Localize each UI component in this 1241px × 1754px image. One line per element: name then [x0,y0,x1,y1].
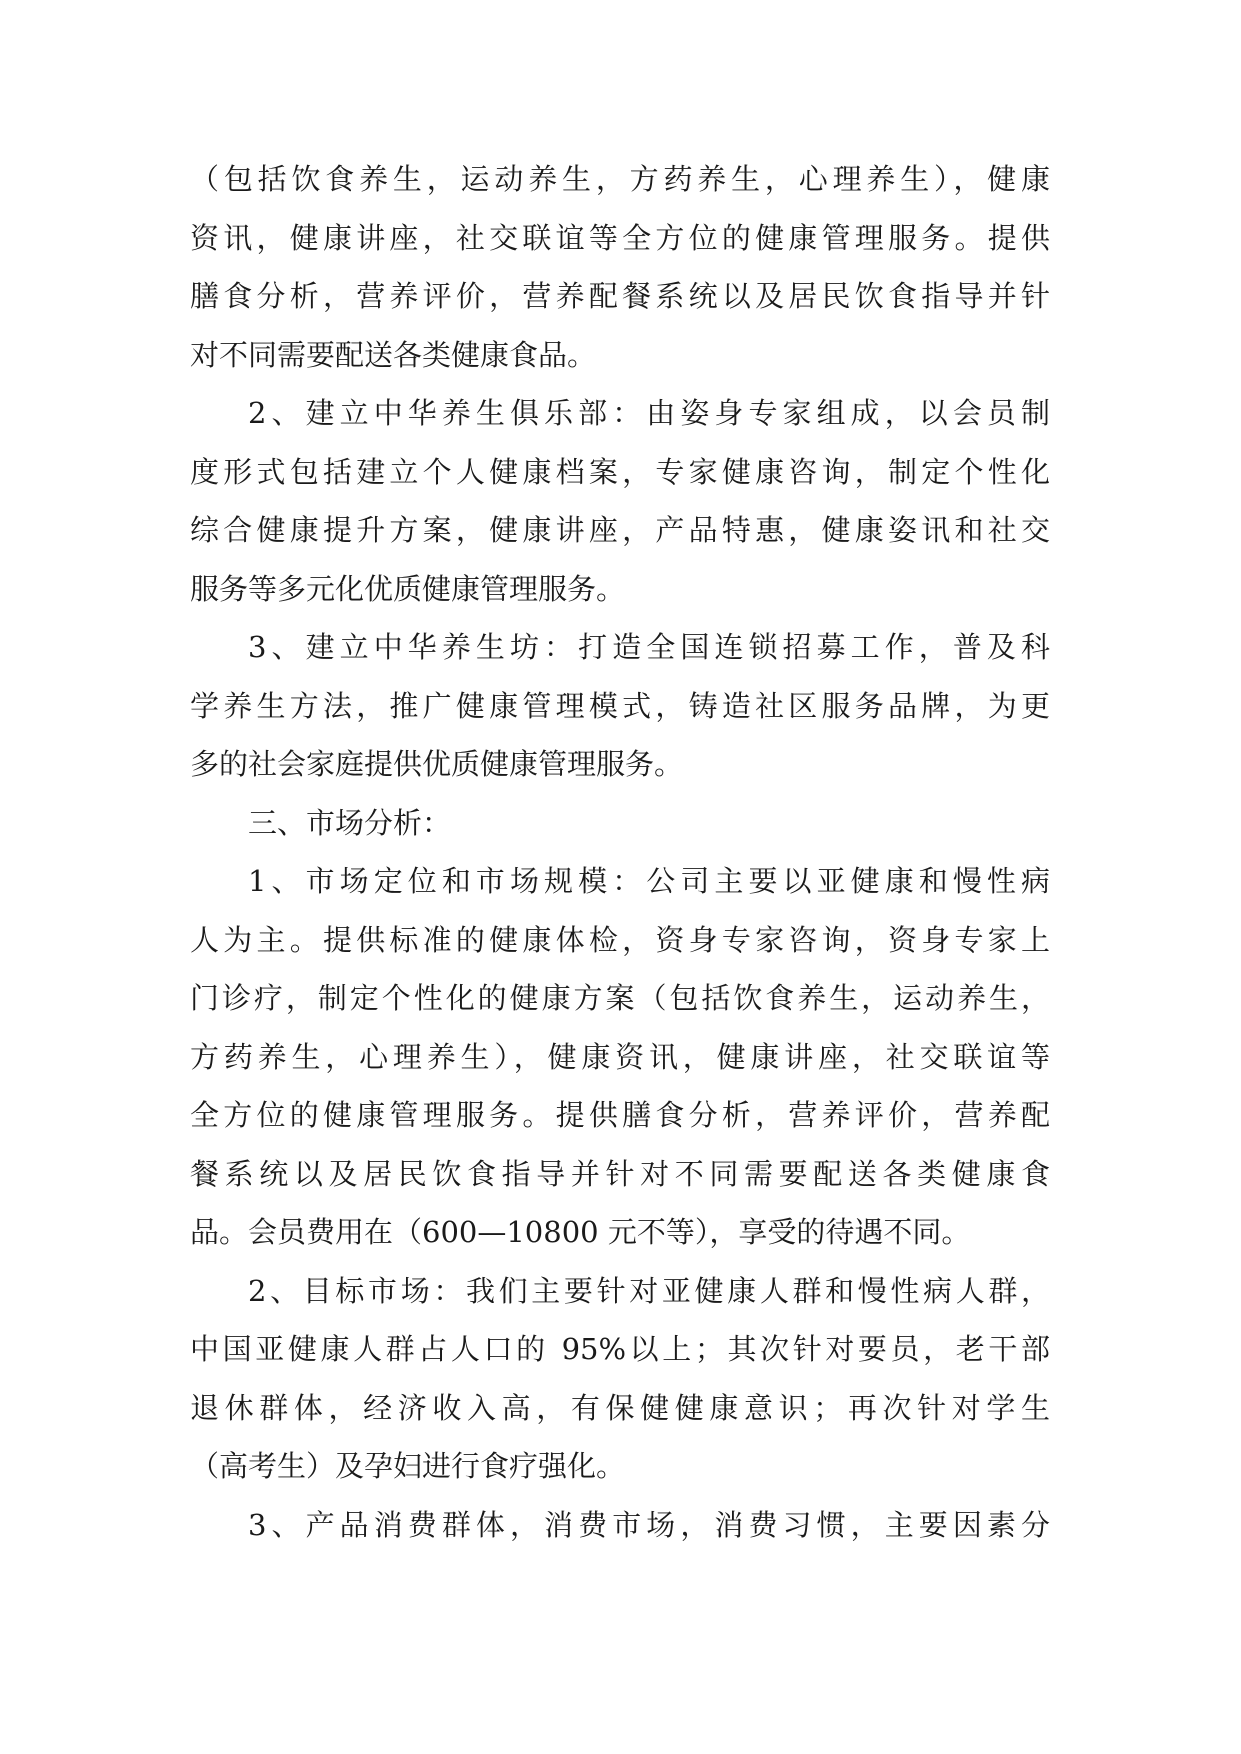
text-line: （高考生）及孕妇进行食疗强化。 [190,1449,626,1483]
text-line: 多的社会家庭提供优质健康管理服务。 [190,747,684,781]
text-line: 3、建立中华养生坊：打造全国连锁招募工作，普及科 [248,630,1050,664]
text-line: 全方位的健康管理服务。提供膳食分析，营养评价，营养配 [190,1098,1050,1132]
text-line: 品。会员费用在（600—10800 元不等），享受的待遇不同。 [190,1215,971,1249]
text-line: 退休群体，经济收入高，有保健健康意识；再次针对学生 [190,1390,1050,1425]
text-line: 服务等多元化优质健康管理服务。 [190,571,626,606]
text-line: 对不同需要配送各类健康食品。 [190,337,597,372]
text-line: 门诊疗，制定个性化的健康方案（包括饮食养生，运动养生， [190,981,1050,1015]
text-line: 2、建立中华养生俱乐部：由姿身专家组成，以会员制 [248,396,1050,430]
section-heading: 三、市场分析： [248,805,452,840]
text-line: 1、市场定位和市场规模：公司主要以亚健康和慢性病 [248,864,1050,898]
text-line: 3、产品消费群体，消费市场，消费习惯，主要因素分 [248,1507,1050,1542]
document-body [190,150,1050,1554]
text-line: 资讯，健康讲座，社交联谊等全方位的健康管理服务。提供 [190,220,1050,255]
text-line: 学养生方法，推广健康管理模式，铸造社区服务品牌，为更 [190,688,1050,723]
text-line: 人为主。提供标准的健康体检，资身专家咨询，资身专家上 [190,922,1050,957]
text-line: 中国亚健康人群占人口的 95%以上；其次针对要员，老干部 [190,1332,1050,1366]
text-line: 膳食分析，营养评价，营养配餐系统以及居民饮食指导并针 [190,279,1050,313]
text-line: 餐系统以及居民饮食指导并针对不同需要配送各类健康食 [190,1156,1050,1191]
text-line: 2、目标市场：我们主要针对亚健康人群和慢性病人群， [248,1273,1050,1308]
text-line: 度形式包括建立个人健康档案，专家健康咨询，制定个性化 [190,454,1050,489]
text-line: 方药养生，心理养生），健康资讯，健康讲座，社交联谊等 [190,1039,1050,1074]
text-line: （包括饮食养生，运动养生，方药养生，心理养生），健康 [190,162,1050,196]
text-line: 综合健康提升方案，健康讲座，产品特惠，健康姿讯和社交 [190,513,1050,547]
